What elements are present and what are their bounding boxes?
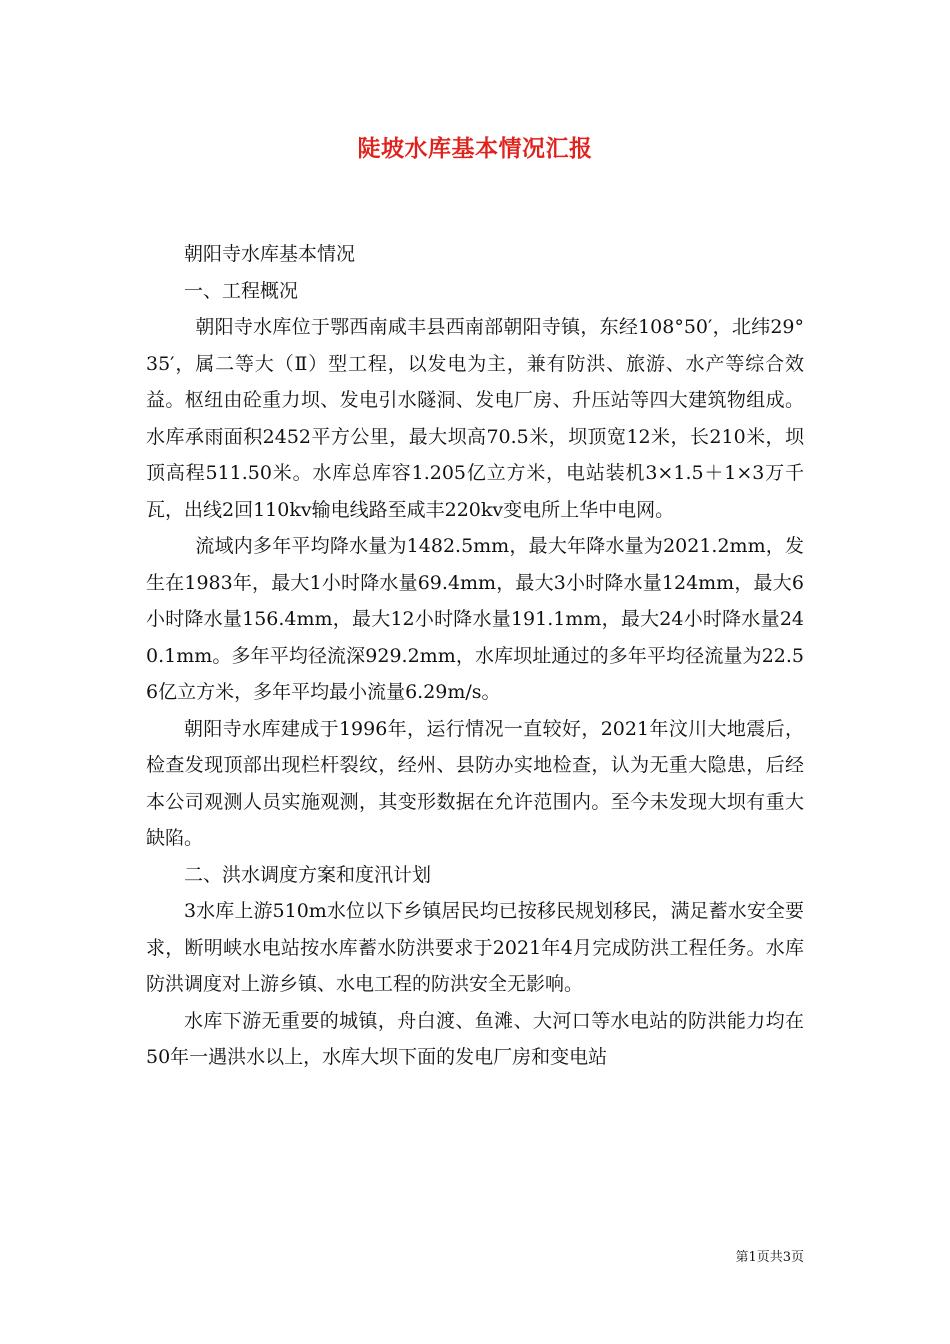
- paragraph-downstream: 水库下游无重要的城镇，舟白渡、鱼滩、大河口等水电站的防洪能力均在50年一遇洪水以上，水库大坝下面的发电厂房和变电站: [146, 1009, 804, 1068]
- document-title: 陡坡水库基本情况汇报: [357, 135, 593, 162]
- page-number: 第1页共3页: [735, 1250, 804, 1265]
- paragraph-upstream: 3水库上游510m水位以下乡镇居民均已按移民规划移民，满足蓄水安全要求，断明峡水电站按水库蓄水防洪要求于2021年4月完成防洪工程任务。水库防洪调度对上游乡镇、水电工程的防洪安全无影响。: [146, 900, 804, 995]
- paragraph-subtitle: 朝阳寺水库基本情况: [184, 243, 356, 265]
- section-heading-1: 一、工程概况: [184, 279, 299, 302]
- document-body: [146, 236, 804, 1076]
- section-heading-2: 二、洪水调度方案和度汛计划: [184, 863, 432, 886]
- paragraph-overview: 朝阳寺水库位于鄂西南咸丰县西南部朝阳寺镇，东经108°50′，北纬29°35′，属二等大（Ⅱ）型工程，以发电为主，兼有防洪、旅游、水产等综合效益。枢纽由砼重力坝、发电引水隧洞、发电厂房、升压站等四大建筑物组成。水库承雨面积2452平方公里，最大坝高70.5米，坝顶宽12米，长210米，坝顶高程511.50米。水库总库容1.205亿立方米，电站装机3×1.5＋1×3万千瓦，出线2回110kv输电线路至咸丰220kv变电所上华中电网。: [146, 316, 804, 521]
- paragraph-history: 朝阳寺水库建成于1996年，运行情况一直较好，2021年汶川大地震后，检查发现顶部出现栏杆裂纹，经州、县防办实地检查，认为无重大隐患，后经本公司观测人员实施观测，其变形数据在允许范围内。至今未发现大坝有重大缺陷。: [146, 717, 804, 849]
- paragraph-precipitation: 流域内多年平均降水量为1482.5mm，最大年降水量为2021.2mm，发生在1983年，最大1小时降水量69.4mm，最大3小时降水量124mm，最大6小时降水量156.4mm，最大12小时降水量191.1mm，最大24小时降水量240.1mm。多年平均径流深929.2mm，水库坝址通过的多年平均径流量为22.56亿立方米，多年平均最小流量6.29m/s。: [146, 535, 804, 703]
